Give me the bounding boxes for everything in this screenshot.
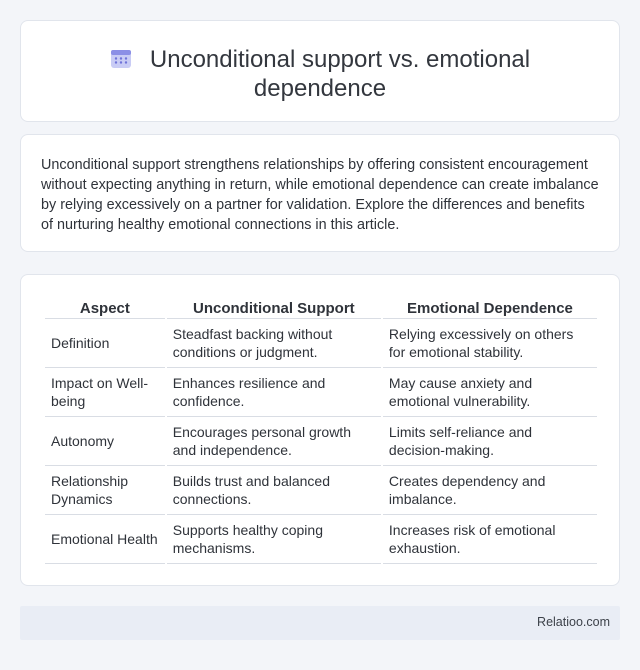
footer-brand: Relatioo.com	[537, 615, 610, 629]
row-aspect: Emotional Health	[45, 515, 165, 564]
row-aspect: Impact on Well-being	[45, 368, 165, 417]
row-emotional-dependence: May cause anxiety and emotional vulnerability.	[383, 368, 597, 417]
title-card	[20, 20, 620, 122]
table-row	[45, 417, 597, 466]
row-emotional-dependence: Creates dependency and imbalance.	[383, 466, 597, 515]
intro-paragraph: Unconditional support strengthens relationships by offering consistent encouragement without expecting anything in return, while emotional dependence can create imbalance by relying excessively on a partner for validation. Explore the differences and benefits of nurturing healthy emotional connections in this article.	[41, 157, 599, 233]
table-header-row	[45, 297, 597, 319]
row-emotional-dependence: Increases risk of emotional exhaustion.	[383, 515, 597, 564]
row-unconditional-support: Supports healthy coping mechanisms.	[167, 515, 381, 564]
table-row	[45, 515, 597, 564]
table-row	[45, 466, 597, 515]
table-row	[45, 368, 597, 417]
page-title-text: Unconditional support vs. emotional dependence	[149, 46, 531, 102]
intro-card	[20, 134, 620, 252]
row-emotional-dependence: Limits self-reliance and decision-making.	[383, 417, 597, 466]
row-unconditional-support: Steadfast backing without conditions or judgment.	[167, 319, 381, 368]
header-emotional-dependence: Emotional Dependence	[383, 297, 597, 319]
comparison-table	[43, 297, 599, 564]
row-unconditional-support: Builds trust and balanced connections.	[167, 466, 381, 515]
row-aspect: Definition	[45, 319, 165, 368]
row-unconditional-support: Enhances resilience and confidence.	[167, 368, 381, 417]
row-unconditional-support: Encourages personal growth and independence.	[167, 417, 381, 466]
header-aspect: Aspect	[45, 297, 165, 319]
row-aspect: Autonomy	[45, 417, 165, 466]
page-title	[21, 45, 619, 103]
footer	[20, 606, 620, 640]
comparison-table-card	[20, 274, 620, 586]
row-emotional-dependence: Relying excessively on others for emotional stability.	[383, 319, 597, 368]
header-unconditional-support: Unconditional Support	[167, 297, 381, 319]
table-row	[45, 319, 597, 368]
row-aspect: Relationship Dynamics	[45, 466, 165, 515]
calendar-icon	[110, 47, 132, 69]
